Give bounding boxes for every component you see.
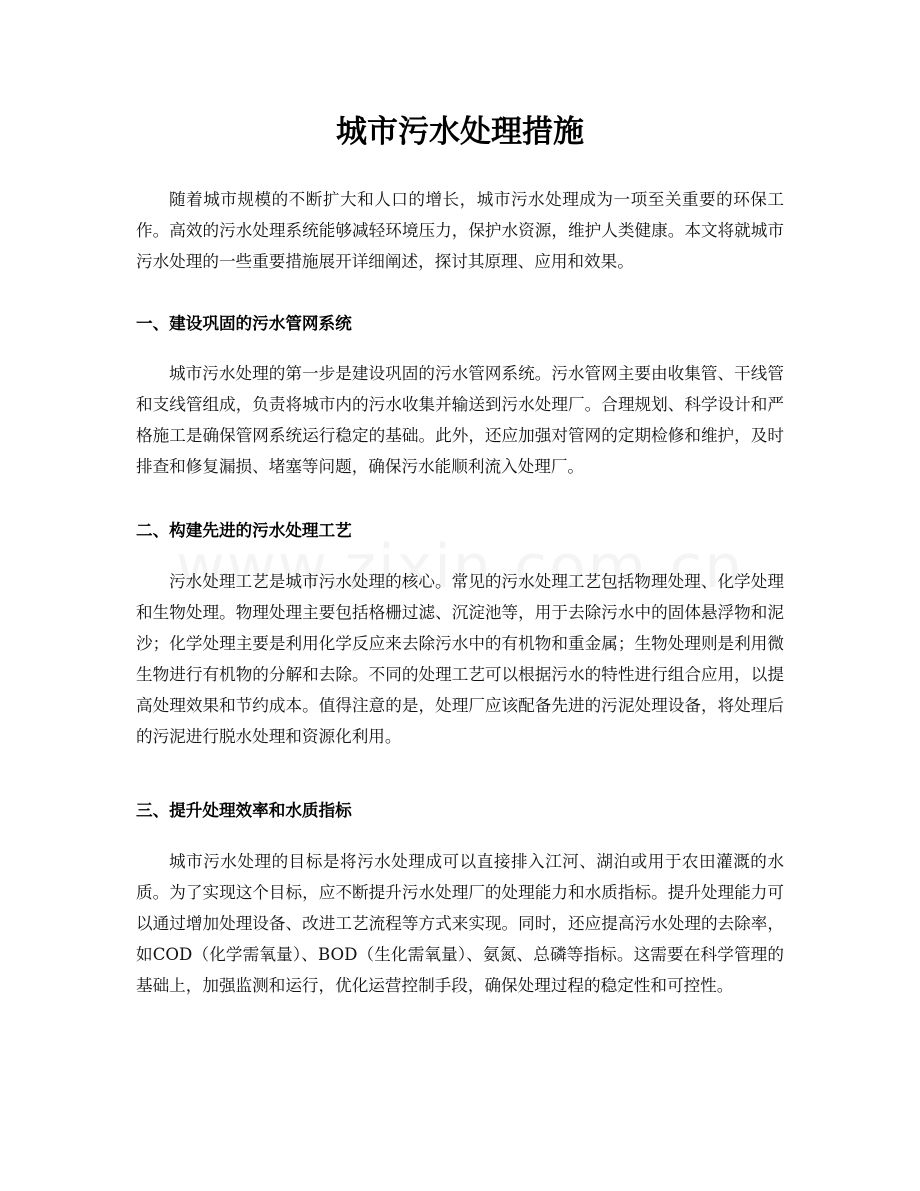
section-1-heading: 一、建设巩固的污水管网系统 xyxy=(136,314,352,333)
section-2-heading: 二、构建先进的污水处理工艺 xyxy=(136,521,352,540)
section-2-paragraph: 污水处理工艺是城市污水处理的核心。常见的污水处理工艺包括物理处理、化学处理和生物处理。物理处理主要包括格栅过滤、沉淀池等，用于去除污水中的固体悬浮物和泥沙；化学处理主要是利用化学反应来去除污水中的有机物和重金属；生物处理则是利用微生物进行有机物的分解和去除。不同的处理工艺可以根据污水的特性进行组合应用，以提高处理效果和节约成本。值得注意的是，处理厂应该配备先进的污泥处理设备，将处理后的污泥进行脱水处理和资源化利用。 xyxy=(136,572,784,746)
intro-paragraph: 随着城市规模的不断扩大和人口的增长，城市污水处理成为一项至关重要的环保工作。高效的污水处理系统能够减轻环境压力，保护水资源，维护人类健康。本文将就城市污水处理的一些重要措施展开详细阐述，探讨其原理、应用和效果。 xyxy=(136,190,784,271)
section-1-paragraph: 城市污水处理的第一步是建设巩固的污水管网系统。污水管网主要由收集管、干线管和支线管组成，负责将城市内的污水收集并输送到污水处理厂。合理规划、科学设计和严格施工是确保管网系统运行稳定的基础。此外，还应加强对管网的定期检修和维护，及时排查和修复漏损、堵塞等问题，确保污水能顺利流入处理厂。 xyxy=(136,364,784,476)
document-title: 城市污水处理措施 xyxy=(336,114,584,150)
section-3-heading: 三、提升处理效率和水质指标 xyxy=(136,801,352,820)
section-3-paragraph: 城市污水处理的目标是将污水处理成可以直接排入江河、湖泊或用于农田灌溉的水质。为了实现这个目标，应不断提升污水处理厂的处理能力和水质指标。提升处理能力可以通过增加处理设备、改进工艺流程等方式来实现。同时，还应提高污水处理的去除率，如COD（化学需氧量）、BOD（生化需氧量）、氨氮、总磷等指标。这需要在科学管理的基础上，加强监测和运行，优化运营控制手段，确保处理过程的稳定性和可控性。 xyxy=(136,852,784,995)
